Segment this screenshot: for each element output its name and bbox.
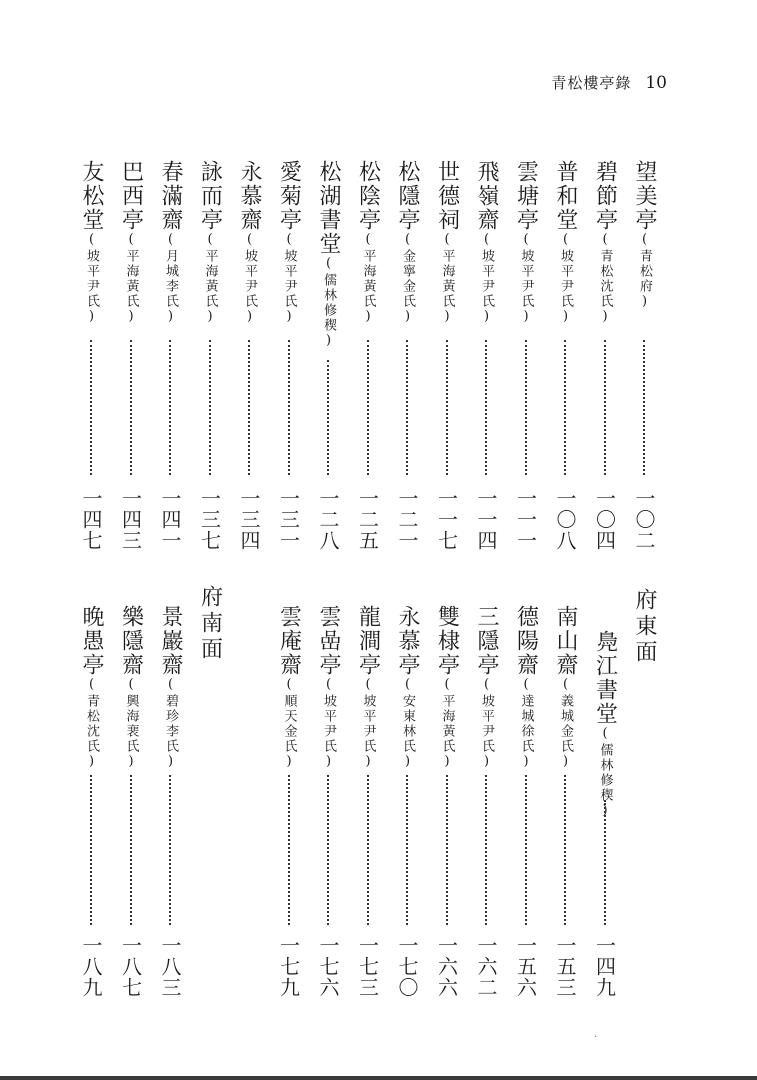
dot-leader <box>534 340 566 475</box>
toc-entry <box>154 605 186 771</box>
page-reference: 一四一 <box>158 488 182 551</box>
toc-entry <box>470 605 502 771</box>
page-reference: 一三一 <box>276 488 301 551</box>
toc-entry <box>115 605 147 771</box>
owner-clan: (坡平尹氏) <box>84 232 99 326</box>
page-number: 10 <box>645 73 667 93</box>
toc-entry <box>510 605 542 771</box>
pavilion-name: 飛嶺齋 <box>474 160 499 232</box>
page-reference: 一八九 <box>79 935 103 998</box>
owner-clan: (青松沈氏) <box>84 677 99 771</box>
toc-entry <box>154 160 186 326</box>
dot-leader <box>337 775 369 925</box>
page-reference: 一七六 <box>316 935 340 998</box>
page-reference: 一一四 <box>474 488 498 551</box>
dot-leader <box>416 340 448 475</box>
page-header <box>551 72 667 93</box>
owner-clan: (平海黃氏) <box>123 232 139 326</box>
owner-clan: (平海黃氏) <box>202 232 218 326</box>
page-reference: 一七〇 <box>395 935 419 998</box>
toc-entry <box>273 160 305 326</box>
dot-leader <box>297 360 329 475</box>
page-reference: 一〇八 <box>553 488 577 551</box>
owner-clan: (儒林修稧) <box>321 256 336 350</box>
section-title-south: 府南面 <box>197 585 223 663</box>
pavilion-name: 松隱亭 <box>395 160 420 232</box>
pavilion-name: 雙棣亭 <box>434 605 460 677</box>
page-reference: 一四三 <box>118 488 143 551</box>
toc-entry <box>589 630 621 820</box>
dot-leader <box>416 775 448 925</box>
page-reference: 一四九 <box>592 935 617 998</box>
pavilion-name: 普和堂 <box>553 160 578 232</box>
pavilion-name: 德陽齋 <box>513 605 539 677</box>
owner-clan: (坡平尹氏) <box>281 232 297 326</box>
toc-entry <box>75 605 107 771</box>
owner-clan: (興海裵氏) <box>123 677 139 771</box>
owner-clan: (平海黃氏) <box>360 232 376 326</box>
dot-leader <box>139 775 171 925</box>
dot-leader <box>455 340 487 475</box>
dot-leader <box>574 340 606 475</box>
owner-clan: (義城金氏) <box>558 677 573 771</box>
owner-clan: (月城李氏) <box>163 232 178 326</box>
toc-entry <box>510 160 542 326</box>
toc-entry <box>549 605 581 771</box>
owner-clan: (坡平尹氏) <box>360 677 376 771</box>
pavilion-name: 望美亭 <box>632 160 657 232</box>
toc-entry <box>431 605 463 771</box>
dot-leader <box>60 775 92 925</box>
toc-entry <box>391 160 423 326</box>
page-reference: 一一七 <box>434 488 459 551</box>
page-reference: 一二八 <box>316 488 340 551</box>
dot-leader <box>258 775 290 925</box>
pavilion-name: 世德祠 <box>434 160 460 232</box>
page-reference: 一四七 <box>79 488 103 551</box>
dot-leader <box>337 340 369 475</box>
section-title-east: 府東面 <box>632 588 657 666</box>
page-reference: 一二五 <box>355 488 380 551</box>
scan-mark: · <box>594 1032 598 1043</box>
owner-clan: (青松府) <box>637 232 652 311</box>
owner-clan: (坡平尹氏) <box>558 232 573 326</box>
dot-leader <box>495 340 527 475</box>
owner-clan: (坡平尹氏) <box>479 232 494 326</box>
pavilion-name: 樂隱齋 <box>118 605 144 677</box>
pavilion-name: 景巖齋 <box>158 605 183 677</box>
owner-clan: (儒林修稧) <box>597 726 613 820</box>
pavilion-name: 雲塘亭 <box>513 160 539 232</box>
dot-leader <box>258 340 290 475</box>
toc-entry <box>352 160 384 326</box>
owner-clan: (碧珍李氏) <box>163 677 178 771</box>
pavilion-name: 鳧江書堂 <box>592 630 618 726</box>
owner-clan: (坡平尹氏) <box>518 232 534 326</box>
toc-entry <box>194 160 226 326</box>
dot-leader <box>534 775 566 925</box>
pavilion-name: 晚愚亭 <box>79 605 104 677</box>
pavilion-name: 巴西亭 <box>118 160 144 232</box>
pavilion-name: 雲庵齋 <box>276 605 302 677</box>
owner-clan: (安東林氏) <box>400 677 415 771</box>
pavilion-name: 南山齋 <box>553 605 578 677</box>
pavilion-name: 友松堂 <box>79 160 104 232</box>
page-reference: 一〇二 <box>632 488 656 551</box>
toc-entry <box>391 605 423 771</box>
page-reference: 一六六 <box>434 935 459 998</box>
dot-leader <box>613 340 645 475</box>
dot-leader <box>60 340 92 475</box>
dot-leader <box>574 800 606 925</box>
toc-entry <box>233 160 265 326</box>
dot-leader <box>376 775 408 925</box>
owner-clan: (平海黃氏) <box>439 677 455 771</box>
dot-leader <box>100 340 132 475</box>
owner-clan: (坡平尹氏) <box>321 677 336 771</box>
pavilion-name: 永慕亭 <box>395 605 420 677</box>
page-reference: 一七三 <box>355 935 380 998</box>
dot-leader <box>100 775 132 925</box>
page-bottom-border <box>0 1076 757 1080</box>
page-reference: 一八七 <box>118 935 143 998</box>
toc-entry <box>589 160 621 326</box>
dot-leader <box>179 340 211 475</box>
pavilion-name: 碧節亭 <box>592 160 618 232</box>
toc-entry <box>312 605 344 771</box>
toc-entry <box>549 160 581 326</box>
page-reference: 一五三 <box>553 935 577 998</box>
page-reference: 一七九 <box>276 935 301 998</box>
dot-leader <box>218 340 250 475</box>
toc-entry <box>628 160 660 311</box>
book-title: 青松樓亭錄 <box>551 74 632 92</box>
page-reference: 一三四 <box>237 488 261 551</box>
toc-entry <box>75 160 107 326</box>
pavilion-name: 三隱亭 <box>474 605 499 677</box>
pavilion-name: 雲嵒亭 <box>316 605 341 677</box>
toc-entry <box>431 160 463 326</box>
dot-leader <box>455 775 487 925</box>
dot-leader <box>376 340 408 475</box>
page-reference: 一一一 <box>513 488 538 551</box>
pavilion-name: 詠而亭 <box>197 160 223 232</box>
dot-leader <box>297 775 329 925</box>
page-reference: 一五六 <box>513 935 538 998</box>
owner-clan: (平海黃氏) <box>439 232 455 326</box>
page-reference: 一三七 <box>197 488 222 551</box>
toc-entry <box>470 160 502 326</box>
pavilion-name: 松陰亭 <box>355 160 381 232</box>
page-reference: 一二一 <box>395 488 419 551</box>
pavilion-name: 愛菊亭 <box>276 160 302 232</box>
owner-clan: (達城徐氏) <box>518 677 534 771</box>
toc-entry <box>115 160 147 326</box>
pavilion-name: 永慕齋 <box>237 160 262 232</box>
pavilion-name: 春滿齋 <box>158 160 183 232</box>
pavilion-name: 松湖書堂 <box>316 160 341 256</box>
page-reference: 一〇四 <box>592 488 617 551</box>
page-reference: 一八三 <box>158 935 182 998</box>
owner-clan: (金寧金氏) <box>400 232 415 326</box>
owner-clan: (順天金氏) <box>281 677 297 771</box>
toc-entry <box>312 160 344 350</box>
toc-entry <box>273 605 305 771</box>
toc-entry <box>352 605 384 771</box>
owner-clan: (坡平尹氏) <box>242 232 257 326</box>
owner-clan: (坡平尹氏) <box>479 677 494 771</box>
pavilion-name: 龍澗亭 <box>355 605 381 677</box>
owner-clan: (青松沈氏) <box>597 232 613 326</box>
page-reference: 一六二 <box>474 935 498 998</box>
dot-leader <box>139 340 171 475</box>
dot-leader <box>495 775 527 925</box>
